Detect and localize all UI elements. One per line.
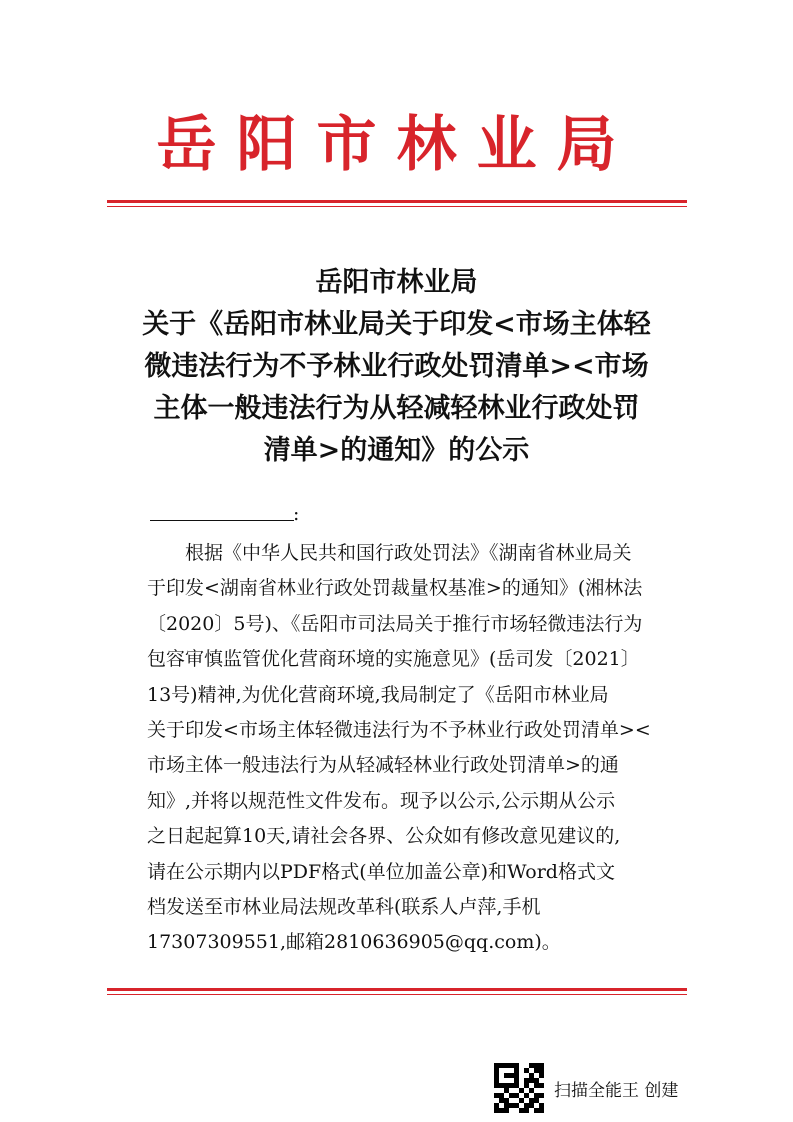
title-line: 微违法行为不予林业行政处罚清单><市场 <box>144 351 649 382</box>
title-line: 关于《岳阳市林业局关于印发<市场主体轻 <box>142 309 651 340</box>
body-line: 17307309551,邮箱2810636905@qq.com)。 <box>147 931 561 954</box>
body-line: 市场主体一般违法行为从轻减轻林业行政处罚清单>的通 <box>147 754 619 777</box>
letterhead-title: 岳阳市林业局 <box>156 110 637 180</box>
title-line: 岳阳市林业局 <box>315 267 478 298</box>
scanner-watermark <box>494 1062 678 1114</box>
addressee-colon: : <box>293 503 300 525</box>
footer-divider <box>107 988 687 995</box>
qr-code-icon <box>494 1063 544 1113</box>
letterhead-divider <box>107 200 687 207</box>
addressee-underline <box>150 520 294 521</box>
body-line: 包容审慎监管优化营商环境的实施意见》(岳司发〔2021〕 <box>147 648 640 671</box>
body-line: 请在公示期内以PDF格式(单位加盖公章)和Word格式文 <box>147 860 615 883</box>
body-line: 13号)精神,为优化营商环境,我局制定了《岳阳市林业局 <box>147 683 609 706</box>
title-line: 主体一般违法行为从轻减轻林业行政处罚 <box>153 393 640 424</box>
document-body <box>147 536 657 961</box>
scanner-label: 扫描全能王 创建 <box>554 1080 679 1101</box>
addressee-blank <box>150 497 300 525</box>
title-line: 清单>的通知》的公示 <box>263 435 530 466</box>
body-line: 档发送至市林业局法规改革科(联系人卢萍,手机 <box>147 896 541 919</box>
body-line: 关于印发<市场主体轻微违法行为不予林业行政处罚清单>< <box>147 719 651 742</box>
body-line: 之日起起算10天,请社会各界、公众如有修改意见建议的, <box>147 825 621 848</box>
body-line: 知》,并将以规范性文件发布。现予以公示,公示期从公示 <box>147 789 616 812</box>
body-line: 于印发<湖南省林业行政处罚裁量权基准>的通知》(湘林法 <box>147 577 643 600</box>
body-line: 根据《中华人民共和国行政处罚法》《湖南省林业局关 <box>185 542 632 564</box>
body-line: 〔2020〕5号)、《岳阳市司法局关于推行市场轻微违法行为 <box>147 612 643 635</box>
document-title <box>110 262 683 472</box>
